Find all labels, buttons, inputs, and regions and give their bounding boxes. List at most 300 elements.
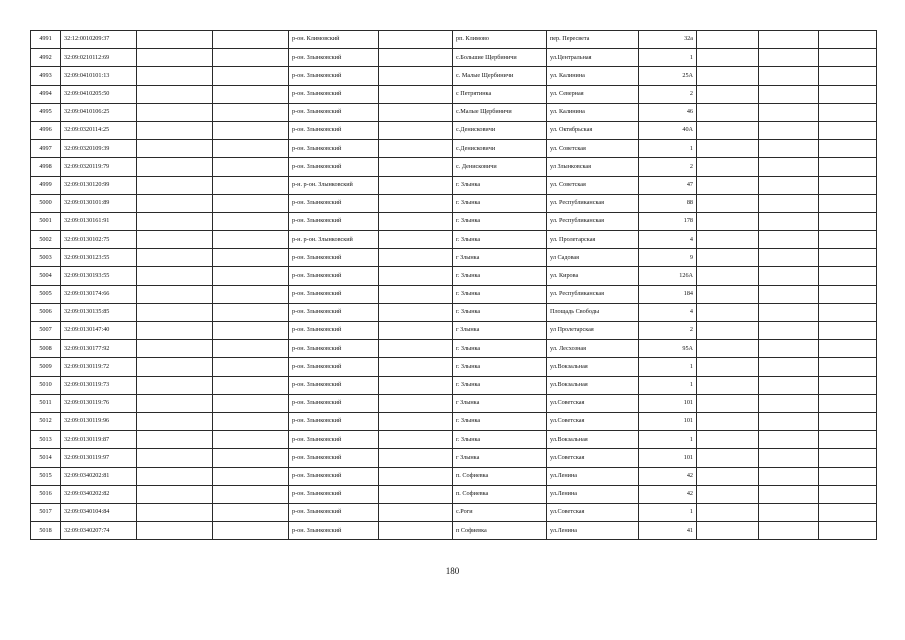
row-number: 5015 [31,467,61,485]
empty-cell [819,412,877,430]
house-number: 9 [639,249,697,267]
street: ул. Республиканская [547,285,639,303]
house-number: 2 [639,322,697,340]
row-number: 5001 [31,212,61,230]
table-row [31,31,877,49]
empty-cell [379,412,453,430]
house-number: 101 [639,412,697,430]
row-number: 4991 [31,31,61,49]
locality: г. Злынка [453,376,547,394]
cadastral-number: 32:09:0130120:99 [61,176,137,194]
row-number: 5000 [31,194,61,212]
row-number: 5010 [31,376,61,394]
house-number: 41 [639,522,697,540]
row-number: 5004 [31,267,61,285]
empty-cell [697,231,759,249]
empty-cell [213,31,289,49]
empty-cell [759,49,819,67]
locality: с.Роги [453,503,547,521]
table-row [31,431,877,449]
empty-cell [759,285,819,303]
street: ул. Северная [547,85,639,103]
empty-cell [379,467,453,485]
street: ул.Ленина [547,522,639,540]
empty-cell [697,485,759,503]
street: ул Злынковская [547,158,639,176]
empty-cell [819,431,877,449]
empty-cell [213,212,289,230]
house-number: 1 [639,503,697,521]
empty-cell [213,431,289,449]
empty-cell [759,394,819,412]
street: ул.Вокзальная [547,358,639,376]
empty-cell [137,358,213,376]
house-number: 126А [639,267,697,285]
district: р-он. Злынковский [289,158,379,176]
empty-cell [137,176,213,194]
table-row [31,140,877,158]
row-number: 5006 [31,303,61,321]
empty-cell [379,176,453,194]
row-number: 5008 [31,340,61,358]
empty-cell [379,394,453,412]
empty-cell [819,394,877,412]
district: р-он. Злынковский [289,358,379,376]
cadastral-number: 32:09:0130119:73 [61,376,137,394]
locality: г Злынка [453,394,547,412]
empty-cell [379,231,453,249]
empty-cell [697,467,759,485]
empty-cell [137,231,213,249]
empty-cell [137,340,213,358]
empty-cell [759,85,819,103]
empty-cell [819,49,877,67]
house-number: 101 [639,449,697,467]
district: р-он. Злынковский [289,431,379,449]
empty-cell [137,140,213,158]
table-row [31,340,877,358]
empty-cell [379,303,453,321]
empty-cell [697,67,759,85]
empty-cell [759,121,819,139]
street: ул. Кирова [547,267,639,285]
empty-cell [213,340,289,358]
empty-cell [697,431,759,449]
empty-cell [697,358,759,376]
cadastral-number: 32:09:0410106:25 [61,103,137,121]
street: ул.Центральная [547,49,639,67]
locality: с.Денисковичи [453,121,547,139]
empty-cell [759,449,819,467]
empty-cell [697,412,759,430]
empty-cell [213,176,289,194]
empty-cell [213,85,289,103]
empty-cell [697,285,759,303]
row-number: 4997 [31,140,61,158]
table-row [31,85,877,103]
cadastral-number: 32:09:0340104:84 [61,503,137,521]
street: ул.Ленина [547,467,639,485]
house-number: 184 [639,285,697,303]
row-number: 4996 [31,121,61,139]
empty-cell [819,285,877,303]
district: р-он. Злынковский [289,303,379,321]
district: р-он. Злынковский [289,267,379,285]
empty-cell [759,67,819,85]
empty-cell [819,31,877,49]
district: р-он. Климовский [289,31,379,49]
empty-cell [137,485,213,503]
street: ул Садовая [547,249,639,267]
registry-sheet [30,30,876,540]
locality: г. Злынка [453,267,547,285]
empty-cell [379,103,453,121]
house-number: 1 [639,376,697,394]
empty-cell [819,303,877,321]
street: ул.Ленина [547,485,639,503]
house-number: 47 [639,176,697,194]
locality: г. Злынка [453,303,547,321]
cadastral-number: 32:09:0130193:55 [61,267,137,285]
district: р-он. Злынковский [289,67,379,85]
empty-cell [697,522,759,540]
locality: с.Малые Щербиничи [453,103,547,121]
empty-cell [759,194,819,212]
empty-cell [137,522,213,540]
empty-cell [137,85,213,103]
empty-cell [697,85,759,103]
street: ул. Советская [547,140,639,158]
empty-cell [759,176,819,194]
street: пер. Пересвета [547,31,639,49]
empty-cell [697,394,759,412]
empty-cell [759,431,819,449]
street: ул. Калинина [547,103,639,121]
empty-cell [759,158,819,176]
empty-cell [819,231,877,249]
cadastral-number: 32:09:0130119:96 [61,412,137,430]
locality: г Злынка [453,322,547,340]
locality: г Злынка [453,449,547,467]
table-row [31,176,877,194]
empty-cell [213,49,289,67]
empty-cell [759,267,819,285]
empty-cell [137,467,213,485]
empty-cell [379,522,453,540]
empty-cell [213,121,289,139]
empty-cell [819,176,877,194]
district: р-он. Злынковский [289,340,379,358]
locality: с. Малые Щербиничи [453,67,547,85]
empty-cell [213,467,289,485]
house-number: 4 [639,303,697,321]
locality: п Софиевка [453,522,547,540]
cadastral-number: 32:09:0130147:40 [61,322,137,340]
street: ул Пролетарская [547,322,639,340]
house-number: 1 [639,140,697,158]
row-number: 5017 [31,503,61,521]
district: р-он. Злынковский [289,121,379,139]
empty-cell [213,522,289,540]
cadastral-number: 32:09:0130102:75 [61,231,137,249]
district: р-он. Злынковский [289,49,379,67]
empty-cell [213,249,289,267]
locality: г. Злынка [453,231,547,249]
empty-cell [379,49,453,67]
street: ул.Вокзальная [547,431,639,449]
street: ул. Советская [547,176,639,194]
empty-cell [697,503,759,521]
empty-cell [379,249,453,267]
row-number: 5005 [31,285,61,303]
district: р-он. Злынковский [289,485,379,503]
cadastral-number: 32:09:0320119:79 [61,158,137,176]
table-row [31,67,877,85]
table-row [31,103,877,121]
house-number: 42 [639,467,697,485]
empty-cell [819,67,877,85]
empty-cell [137,103,213,121]
locality: г. Злынка [453,412,547,430]
empty-cell [819,503,877,521]
locality: г. Злынка [453,194,547,212]
empty-cell [213,449,289,467]
house-number: 1 [639,358,697,376]
empty-cell [213,67,289,85]
street: ул. Пролетарская [547,231,639,249]
empty-cell [137,431,213,449]
empty-cell [379,322,453,340]
empty-cell [759,522,819,540]
empty-cell [759,340,819,358]
cadastral-number: 32:09:0130161:91 [61,212,137,230]
street: Площадь Свободы [547,303,639,321]
empty-cell [137,267,213,285]
empty-cell [697,340,759,358]
empty-cell [379,121,453,139]
empty-cell [137,503,213,521]
empty-cell [819,140,877,158]
empty-cell [379,431,453,449]
empty-cell [819,158,877,176]
house-number: 88 [639,194,697,212]
cadastral-number: 32:09:0130119:76 [61,394,137,412]
house-number: 1 [639,49,697,67]
table-row [31,485,877,503]
empty-cell [213,158,289,176]
street: ул.Советская [547,449,639,467]
empty-cell [819,249,877,267]
house-number: 25А [639,67,697,85]
district: р-он. Злынковский [289,503,379,521]
empty-cell [819,267,877,285]
empty-cell [697,140,759,158]
row-number: 5013 [31,431,61,449]
district: р-он. Злынковский [289,212,379,230]
table-row [31,249,877,267]
locality: г. Злынка [453,340,547,358]
district: р-он. Злынковский [289,394,379,412]
empty-cell [697,249,759,267]
empty-cell [137,376,213,394]
empty-cell [697,31,759,49]
empty-cell [379,503,453,521]
district: р-н. р-он. Злынковский [289,176,379,194]
row-number: 5014 [31,449,61,467]
empty-cell [137,49,213,67]
empty-cell [759,31,819,49]
empty-cell [379,67,453,85]
empty-cell [759,412,819,430]
empty-cell [379,267,453,285]
empty-cell [759,503,819,521]
table-row [31,49,877,67]
empty-cell [819,103,877,121]
empty-cell [137,67,213,85]
empty-cell [697,194,759,212]
district: р-н. р-он. Злынковский [289,231,379,249]
empty-cell [697,322,759,340]
empty-cell [213,485,289,503]
empty-cell [759,467,819,485]
house-number: 2 [639,85,697,103]
row-number: 5016 [31,485,61,503]
empty-cell [379,85,453,103]
empty-cell [213,285,289,303]
locality: п. Софиевка [453,485,547,503]
empty-cell [213,358,289,376]
page-number: 180 [445,566,460,576]
district: р-он. Злынковский [289,249,379,267]
empty-cell [819,376,877,394]
empty-cell [819,194,877,212]
house-number: 32а [639,31,697,49]
cadastral-number: 32:09:0320114:25 [61,121,137,139]
row-number: 5002 [31,231,61,249]
empty-cell [759,322,819,340]
house-number: 95А [639,340,697,358]
empty-cell [697,158,759,176]
empty-cell [137,249,213,267]
cadastral-number: 32:09:0410101:13 [61,67,137,85]
table-row [31,522,877,540]
empty-cell [379,140,453,158]
empty-cell [213,231,289,249]
district: р-он. Злынковский [289,322,379,340]
empty-cell [137,412,213,430]
row-number: 4993 [31,67,61,85]
table-row [31,285,877,303]
district: р-он. Злынковский [289,285,379,303]
empty-cell [137,194,213,212]
empty-cell [379,376,453,394]
locality: г. Злынка [453,176,547,194]
empty-cell [697,49,759,67]
empty-cell [759,485,819,503]
empty-cell [137,158,213,176]
table-row [31,412,877,430]
empty-cell [213,322,289,340]
table-row [31,467,877,485]
district: р-он. Злынковский [289,522,379,540]
street: ул. Октябрьская [547,121,639,139]
street: ул.Советская [547,503,639,521]
empty-cell [759,212,819,230]
empty-cell [379,485,453,503]
empty-cell [819,522,877,540]
empty-cell [697,267,759,285]
cadastral-number: 32:09:0130123:55 [61,249,137,267]
street: ул.Советская [547,394,639,412]
locality: г Злынка [453,249,547,267]
empty-cell [697,176,759,194]
empty-cell [697,376,759,394]
empty-cell [759,231,819,249]
table-row [31,212,877,230]
locality: с.Денисковичи [453,140,547,158]
empty-cell [213,303,289,321]
empty-cell [697,121,759,139]
cadastral-number: 32:09:0130119:97 [61,449,137,467]
street: ул. Лесхозная [547,340,639,358]
cadastral-number: 32:09:0130119:87 [61,431,137,449]
house-number: 46 [639,103,697,121]
cadastral-number: 32:09:0130174:66 [61,285,137,303]
registry-table [30,30,877,540]
empty-cell [379,340,453,358]
table-row [31,322,877,340]
house-number: 2 [639,158,697,176]
locality: г. Злынка [453,285,547,303]
table-row [31,267,877,285]
table-row [31,503,877,521]
house-number: 4 [639,231,697,249]
empty-cell [819,449,877,467]
locality: п. Софиевка [453,467,547,485]
row-number: 5018 [31,522,61,540]
row-number: 5007 [31,322,61,340]
table-row [31,449,877,467]
cadastral-number: 32:09:0320109:39 [61,140,137,158]
district: р-он. Злынковский [289,449,379,467]
empty-cell [379,358,453,376]
empty-cell [819,485,877,503]
locality: с.Большие Щербиничи [453,49,547,67]
row-number: 5012 [31,412,61,430]
empty-cell [379,158,453,176]
house-number: 101 [639,394,697,412]
district: р-он. Злынковский [289,467,379,485]
cadastral-number: 32:09:0130177:92 [61,340,137,358]
row-number: 5011 [31,394,61,412]
empty-cell [759,358,819,376]
table-row [31,358,877,376]
district: р-он. Злынковский [289,376,379,394]
table-row [31,231,877,249]
street: ул.Вокзальная [547,376,639,394]
district: р-он. Злынковский [289,103,379,121]
empty-cell [379,212,453,230]
district: р-он. Злынковский [289,194,379,212]
empty-cell [819,85,877,103]
locality: с Петрятинка [453,85,547,103]
empty-cell [819,358,877,376]
table-row [31,394,877,412]
street: ул.Советская [547,412,639,430]
empty-cell [759,103,819,121]
row-number: 4995 [31,103,61,121]
district: р-он. Злынковский [289,140,379,158]
